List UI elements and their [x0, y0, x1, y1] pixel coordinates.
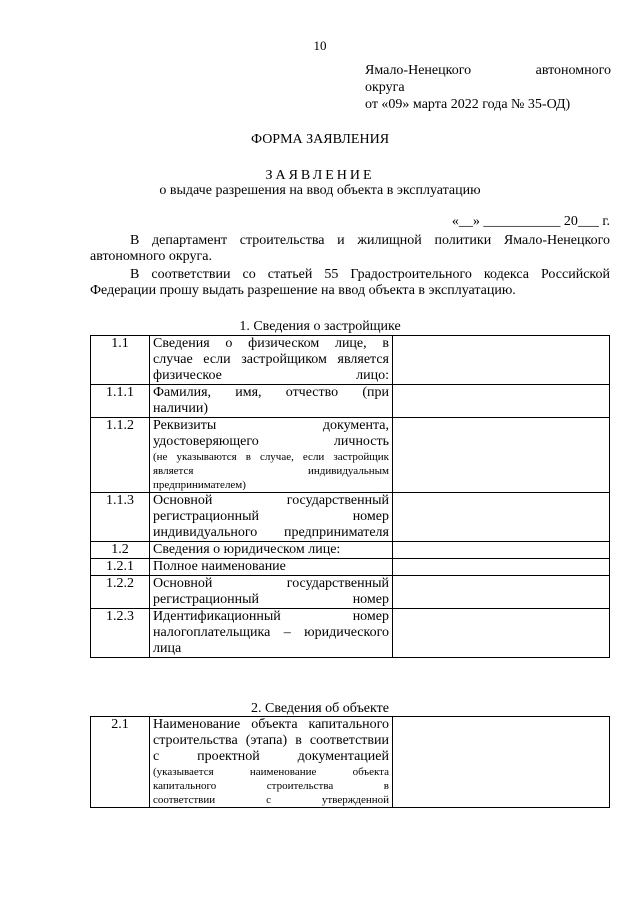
label-line: Сведения о юридическом лице:	[153, 542, 341, 557]
value-cell[interactable]	[393, 385, 610, 418]
table-row	[91, 418, 610, 493]
row-label	[150, 576, 393, 609]
label-line: случае если застройщиком является	[153, 352, 389, 367]
value-cell[interactable]	[393, 542, 610, 559]
table-row	[91, 542, 610, 559]
section-2-title: 2. Сведения об объекте	[251, 701, 389, 716]
row-label	[150, 542, 393, 559]
label-line: Полное наименование	[153, 559, 286, 574]
header-region: Ямало-Ненецкого	[365, 63, 472, 78]
page-number: 10	[313, 38, 327, 53]
section-1-title: 1. Сведения о застройщике	[239, 319, 401, 334]
form-title: ФОРМА ЗАЯВЛЕНИЯ	[250, 132, 390, 147]
row-number: 1.1	[91, 336, 150, 385]
row-number: 1.2.2	[91, 576, 150, 609]
label-line: Наименование объекта капитального	[153, 717, 389, 732]
label-line: Фамилия, имя, отчество (при	[153, 385, 389, 400]
label-line: Основной государственный	[153, 493, 389, 508]
row-label	[150, 609, 393, 658]
header-district: округа	[365, 80, 405, 95]
table-row	[91, 576, 610, 609]
value-cell[interactable]	[393, 418, 610, 493]
value-cell[interactable]	[393, 717, 610, 808]
value-cell[interactable]	[393, 576, 610, 609]
row-number: 1.1.3	[91, 493, 150, 542]
row-label	[150, 559, 393, 576]
row-number: 1.2.3	[91, 609, 150, 658]
label-line: наличии)	[153, 401, 208, 416]
header-region-type: автономного	[535, 63, 611, 78]
table-row	[91, 493, 610, 542]
row-number: 2.1	[91, 717, 150, 808]
addressee-line-1: В департамент строительства и жилищной политики Ямало-Ненецкого	[130, 233, 610, 248]
label-line: налогоплательщика – юридического	[153, 625, 389, 640]
approval-header	[365, 62, 611, 113]
request-paragraph	[90, 267, 610, 299]
label-line: Основной государственный	[153, 576, 389, 591]
table-row	[91, 336, 610, 385]
label-note-line: соответствии с утвержденной	[153, 794, 389, 806]
object-info-table	[90, 716, 610, 808]
developer-info-table	[90, 335, 610, 658]
label-line: с проектной документацией	[153, 749, 389, 764]
row-number: 1.2.1	[91, 559, 150, 576]
row-label	[150, 385, 393, 418]
label-line: регистрационный номер	[153, 592, 389, 607]
label-line: лица	[153, 641, 182, 656]
row-label	[150, 418, 393, 493]
value-cell[interactable]	[393, 609, 610, 658]
label-line: Сведения о физическом лице, в	[153, 336, 389, 351]
label-line: Идентификационный номер	[153, 609, 389, 624]
value-cell[interactable]	[393, 493, 610, 542]
header-order-date: от «09» марта 2022 года № 35-ОД)	[365, 97, 571, 112]
label-note-line: предпринимателем)	[153, 479, 246, 491]
value-cell[interactable]	[393, 336, 610, 385]
label-note-line: является индивидуальным	[153, 465, 389, 477]
table-row	[91, 609, 610, 658]
addressee-line-2: автономного округа.	[90, 249, 212, 264]
label-note-line: (указывается наименование объекта	[153, 766, 389, 778]
label-line: индивидуального предпринимателя	[153, 525, 389, 540]
row-number: 1.1.1	[91, 385, 150, 418]
row-label	[150, 336, 393, 385]
document-title: ЗАЯВЛЕНИЕ	[265, 168, 375, 183]
table-row	[91, 385, 610, 418]
label-line: удостоверяющего личность	[153, 434, 389, 449]
row-number: 1.1.2	[91, 418, 150, 493]
request-line-1: В соответствии со статьей 55 Градостроительного кодекса Российской	[130, 267, 610, 282]
label-line: Реквизиты документа,	[153, 418, 389, 433]
label-line: строительства (этапа) в соответствии	[153, 733, 389, 748]
row-number: 1.2	[91, 542, 150, 559]
document-subtitle: о выдаче разрешения на ввод объекта в эксплуатацию	[159, 183, 481, 198]
table-row	[91, 717, 610, 808]
label-line: регистрационный номер	[153, 509, 389, 524]
row-label	[150, 717, 393, 808]
value-cell[interactable]	[393, 559, 610, 576]
table-row	[91, 559, 610, 576]
addressee-paragraph	[90, 233, 610, 265]
label-line: физическое лицо:	[153, 368, 389, 383]
label-note-line: капитального строительства в	[153, 780, 389, 792]
label-note-line: (не указываются в случае, если застройщик	[153, 451, 389, 463]
row-label	[150, 493, 393, 542]
request-line-2: Федерации прошу выдать разрешение на ввод объекта в эксплуатацию.	[90, 283, 516, 298]
date-line[interactable]: «__» ___________ 20___ г.	[451, 214, 610, 229]
